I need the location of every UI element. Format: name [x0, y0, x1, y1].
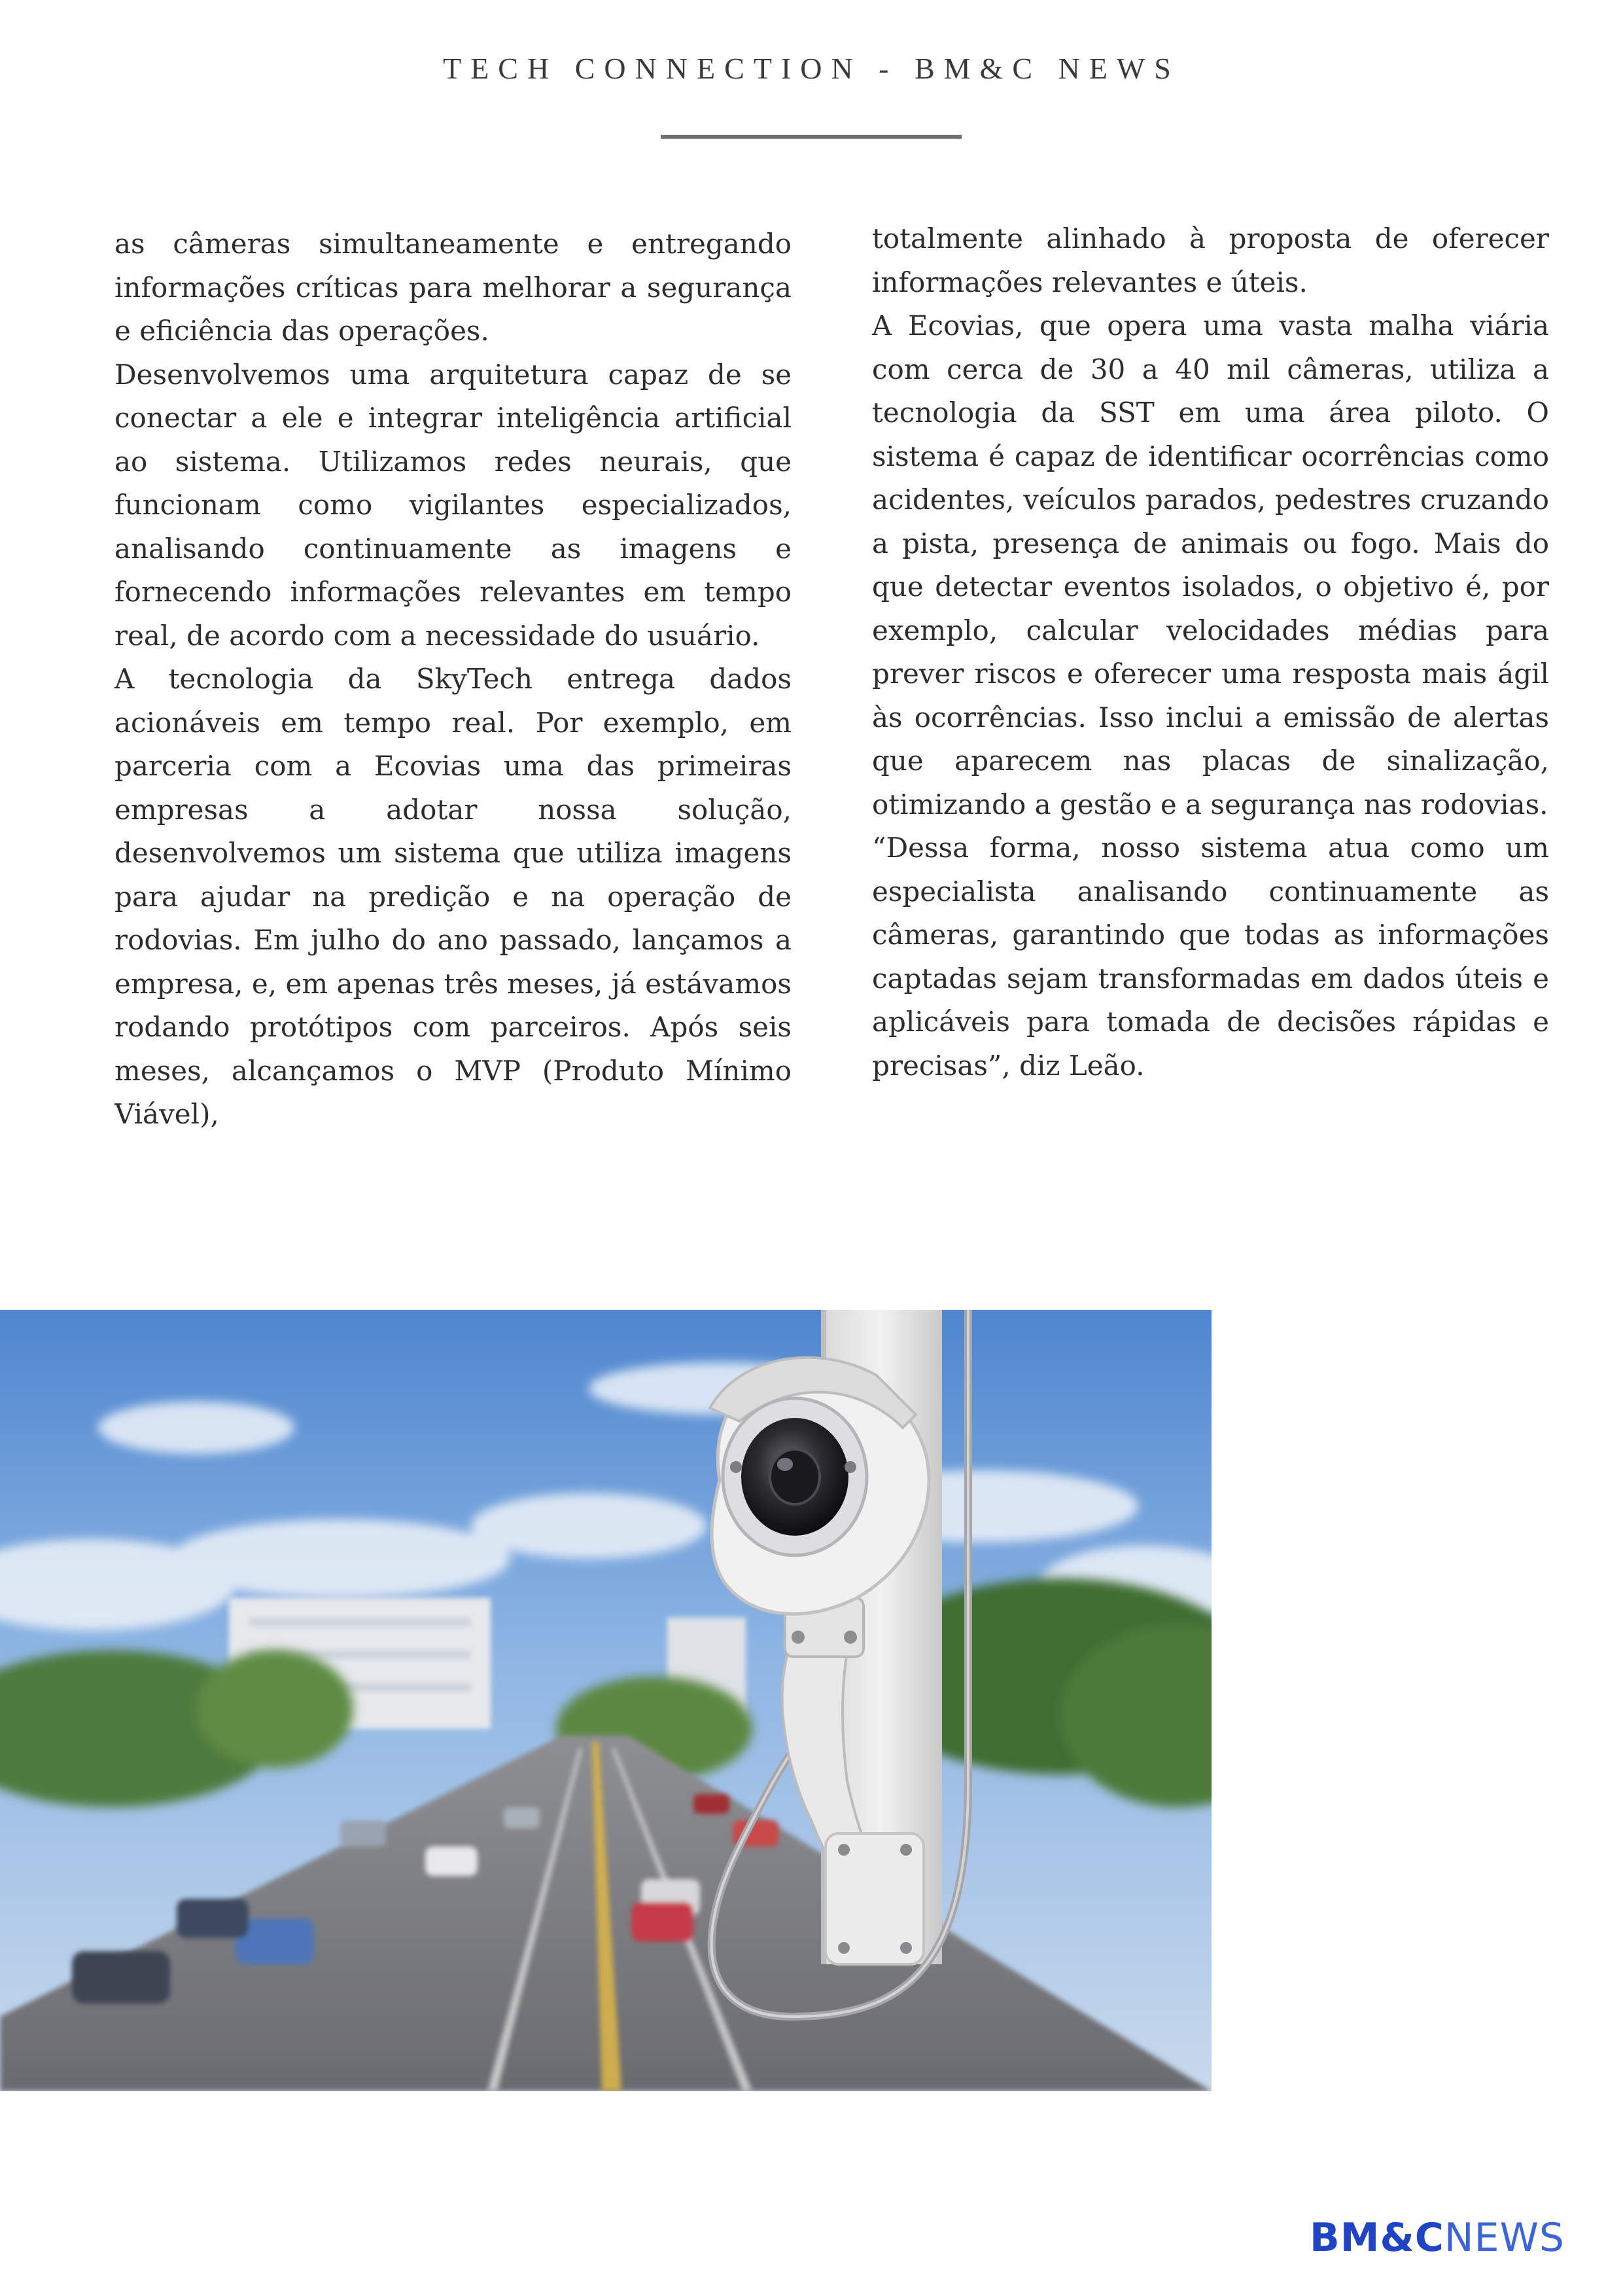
paragraph: as câmeras simultaneamente e entregando informações críticas para melhorar a segurança e eficiência das operações.	[114, 228, 792, 347]
logo-bold-text: BM&C	[1310, 2215, 1444, 2261]
header-title: TECH CONNECTION - BM&C NEWS	[443, 52, 1180, 85]
security-camera-photo	[0, 1310, 1212, 2091]
logo-light-text: NEWS	[1444, 2215, 1565, 2261]
page-header	[0, 51, 1623, 86]
paragraph: Desenvolvemos uma arquitetura capaz de se conectar a ele e integrar inteligência artificial ao sistema. Utilizamos redes neurais, que funcionam como vigilantes especializados, analisando continuamente as imagens e fornecendo informações relevantes em tempo real, de acordo com a necessidade do usuário.	[114, 358, 792, 652]
article-right-column	[872, 217, 1549, 1087]
paragraph: “Dessa forma, nosso sistema atua como um especialista analisando continuamente as câmeras, garantindo que todas as informações captadas sejam transformadas em dados úteis e aplicáveis para tomada de decisões rápidas e precisas”, diz Leão.	[872, 832, 1549, 1082]
paragraph: A Ecovias, que opera uma vasta malha viária com cerca de 30 a 40 mil câmeras, utiliza a tecnologia da SST em uma área piloto. O sistema é capaz de identificar ocorrências como acidentes, veículos parados, pedestres cruzando a pista, presença de animais ou fogo. Mais do que detectar eventos isolados, o objetivo é, por exemplo, calcular velocidades médias para prever riscos e oferecer uma resposta mais ágil às ocorrências. Isso inclui a emissão de alertas que aparecem nas placas de sinalização, otimizando a gestão e a segurança nas rodovias.	[872, 309, 1549, 821]
header-divider	[661, 135, 962, 139]
brand-logo	[1310, 2215, 1565, 2261]
article-left-column	[114, 222, 792, 1137]
paragraph: totalmente alinhado à proposta de oferecer informações relevantes e úteis.	[872, 222, 1549, 298]
paragraph: A tecnologia da SkyTech entrega dados acionáveis em tempo real. Por exemplo, em parceria com a Ecovias uma das primeiras empresas a adotar nossa solução, desenvolvemos um sistema que utiliza imagens para ajudar na predição e na operação de rodovias. Em julho do ano passado, lançamos a empresa, e, em apenas três meses, já estávamos rodando protótipos com parceiros. Após seis meses, alcançamos o MVP (Produto Mínimo Viável),	[114, 663, 792, 1130]
